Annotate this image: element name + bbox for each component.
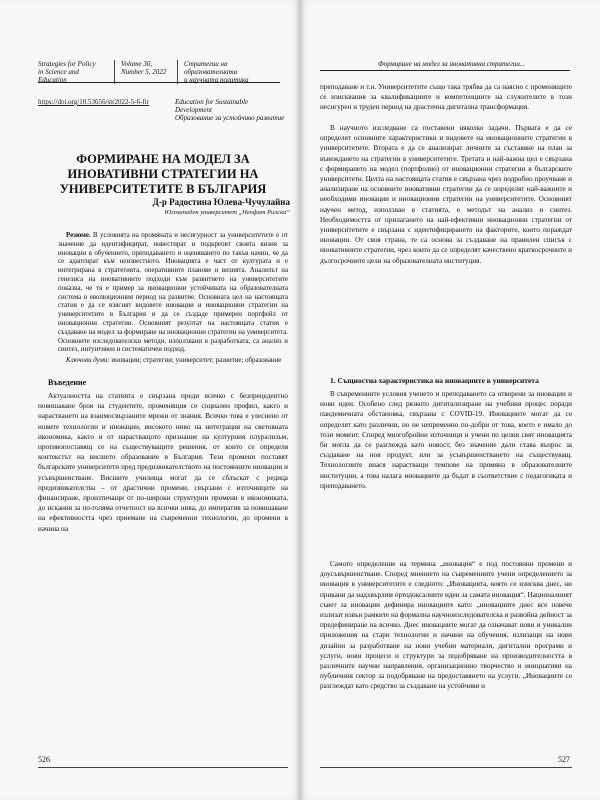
journal-header bbox=[38, 60, 280, 84]
abstract-label: Резюме. bbox=[66, 232, 91, 239]
abstract-text: В условията на промяната и несигурност за университетите е от значение да идентифицират, инвестират и подкрепят своята визия за иновации в обучението, преподаването и оценяването по такъв начин, че да се адаптират към неизвестното. Иновацията е част от културата и е интегрирана в стратегията, оперативните планове и визията. Анализът на генезиса на иновативните подходи към развитието на университетите показва, че тя е пример за иновационни устойчивата на образователната система в еволюционния период на развитие. Основната цел на настоящата статия е да се изяснят видовете иновации и иновационни стратегии на университетите в България и да се създаде примерен портфейл от иновационни стратегии. Основният резултат на настоящата статия е създаване на модел за формиране на иновационни стратегии на университета. Основните изследователски методи, използвани в разработката, са анализ и синтез, интуитивен и систематичен подход. bbox=[58, 232, 288, 354]
journal-title-en bbox=[38, 60, 114, 84]
author-name: Д-р Радостина Юлева-Чучулайна bbox=[152, 197, 290, 207]
journal-volume bbox=[114, 60, 177, 84]
section1-paragraph2: Самото определение на термина „иновация“ е под постоянни промени и доусъвършенстване. Според мнението на съвременните учени определението за иновация в университетите е следното: „Иновацията, която се изисква днес, ни прикани да надхвърлим ортодоксалните идеи за самата иновация“. Националният съвет за иновации дефинира иновациите като: „иновациите днес все повече излизат извън рамките на формална научноизследователска и развойна дейност за предефиниране на всичко. Днес иновациите могат да означават нови и уникални приложения на стари технологии и начини на обучения, излизащи на нови дизайни за разработване на нови учебни материали, дигитални програми и услуги, нови процеси и структури за подобряване на производителността в различните научни направления, организационно творчество и инициативи на публичния сектор за подобряване на предоставянето на услуги. „Иновациите се разглеждат като средство за създаване на устойчиви и bbox=[320, 560, 572, 691]
page-number-right: 527 bbox=[558, 755, 570, 764]
section-label-en: Education for Sustainable Development bbox=[175, 98, 249, 114]
footer-rule-right bbox=[320, 767, 572, 768]
section-label bbox=[175, 98, 285, 122]
journal-bg-line2: и научната политика bbox=[184, 76, 249, 84]
header-rule bbox=[38, 82, 280, 83]
article-title: ФОРМИРАНЕ НА МОДЕЛ ЗА ИНОВАТИВНИ СТРАТЕГИИ НА УНИВЕРСИТЕТИТЕ В БЪЛГАРИЯ bbox=[59, 152, 267, 196]
paragraph-tasks: В научното изследване са поставени няколко задачи. Първата е да се определят основните характеристики и видовете на иновационните стратегии в университетите. Втората е да се анализират личните за съставяне на план за въвеждането на стратегии в университетите. Третата и най-важна цел е свързана с формирането на модел (портфолио) от иновационни стратегии в българските университети. Целта на настоящата статия е свързана чрез подробно проучване и анализиране на основните иновативни стратегии да се определят най-важните и необходими иновации и иновационни стратегии на университетите. Основният научен метод, използван в статията, е методът на анализ и синтез. Необходимостта от прилагането на най-ефективни иновационни стратегии от университетите е свързана с идентифицирането на факторите, които пораждат иновации. От своя страна, те са основа за създаване на правилен списък с иновативните стратегии, чрез които да се определят качествено краткосрочните и дългосрочните цели на образователната институция. bbox=[320, 124, 572, 265]
keywords-text: иновации; стратегии; университет; развитие; образование bbox=[111, 357, 282, 364]
journal-title-line1: Strategies for Policy bbox=[38, 60, 96, 68]
volume-line2: Number 5, 2022 bbox=[121, 68, 167, 76]
paragraph-continued: преподаване и т.н. Университетите също така трябва да са наясно с променящите се изисквания за квалификациите и компетенциите на служителите в този несигурен и труден период на драстична дигитална трансформация. bbox=[320, 83, 572, 112]
journal-title-bg bbox=[177, 60, 280, 84]
keywords bbox=[58, 357, 288, 366]
keywords-label: Ключови думи: bbox=[66, 357, 110, 364]
footer-rule-left bbox=[38, 767, 288, 768]
intro-text: Актуалността на статията е свързана преди всичко с безпрецедентно повишаване броя на студентите, променящия се социален профил, както и нарастването на взаимосвързаните мрежи от знания. Всичко това е улеснено от новите технологии и иновации, високото ниво на интеграция на световната икономика, както и от нарастващото признание на културния плурализъм, противопоставящ се на съществуващите решения, от които се определя контекстът на висшето образование в България. Тези промени поставят българските университети пред предизвикателството на постоянните иновации и усъвършенстване. Висшите училища могат да се сблъскат с редица предизвикателства – от драстични промени, свързани с източниците на финансиране, произтичащи от по-широки структурни промени в икономиката, до искания за по-голяма отчетност на всички нива, до императив за повишаване на ефективността чрез приемане на съвременни технологии, до промени в начина на bbox=[38, 392, 288, 533]
volume-line1: Volume 30, bbox=[121, 60, 153, 68]
intro-heading: Въведение bbox=[48, 378, 87, 387]
running-header: Формиране на модел за иновативни стратегии... bbox=[378, 60, 526, 68]
right-page bbox=[300, 0, 600, 800]
abstract bbox=[58, 232, 288, 355]
header-rule-right bbox=[320, 70, 570, 71]
section-label-bg: Образование за устойчиво развитие bbox=[175, 114, 285, 122]
journal-bg-line1: Стратегии на образователната bbox=[184, 60, 238, 76]
journal-title-line2: in Science and Education bbox=[38, 68, 79, 84]
page-number-left: 526 bbox=[38, 755, 50, 764]
section1-paragraph1: В съвременните условия ученето и преподаването са отворени за иновации и нови идеи. Особено след рязкото дигитализиране на учебния процес поради пандемичната обстановка, свързана с COVID-19. Иновациите могат да се определят като различни, но не непременно по-добри от това, което е имало до този момент. Според многобройни източници и учени по целия свят иновацията би могла да се разглежда като новост, без значение дали става въпрос за създаване на нов продукт, или за усъвършенстването на съществуващ. Технологиите внася нарастващи темпове на промяна в образователните институции, а това налага иновациите да бъдат в съответствие с педагогиката и преподаването. bbox=[320, 390, 572, 490]
doi-link[interactable]: https://doi.org/10.53656/str2022-5-6-fir bbox=[38, 98, 150, 106]
author-affiliation: Югозападен университет „Неофит Рилски“ bbox=[164, 209, 290, 216]
section1-heading: 1. Същностна характеристика на иновациите в университета bbox=[330, 376, 539, 385]
